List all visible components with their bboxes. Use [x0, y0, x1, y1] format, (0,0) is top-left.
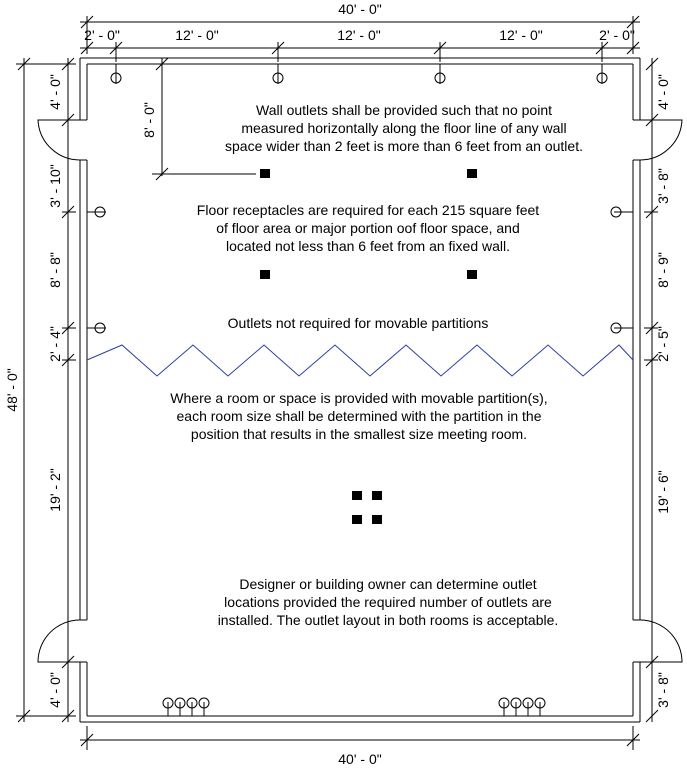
dim-top-seg-4: 12' - 0"	[499, 27, 543, 43]
dim-left-overall: 48' - 0"	[4, 368, 20, 412]
dim-right-seg-6: 3' - 8"	[655, 672, 671, 708]
note-floor-receptacles-line-2: of floor area or major portion oof floor space, and	[216, 220, 520, 236]
note-wall-outlets-line-1: Wall outlets shall be provided such that no point	[256, 102, 552, 118]
floor-receptacle	[260, 270, 270, 279]
dim-left-seg-6: 4' - 0"	[47, 672, 63, 708]
wall-outlet	[611, 207, 633, 217]
note-room-size-line-3: position that results in the smallest size meeting room.	[190, 426, 528, 442]
dim-right-seg-2: 3' - 8"	[655, 168, 671, 204]
note-floor-receptacles-line-1: Floor receptacles are required for each 215 square feet	[196, 202, 540, 218]
notes	[170, 102, 583, 628]
dim-left-seg-5: 19' - 2"	[47, 468, 63, 512]
floor-receptacle	[352, 491, 362, 500]
floor-receptacle	[467, 270, 477, 279]
wall-outlet	[87, 207, 106, 217]
wall-outlet-group	[499, 698, 545, 716]
dim-top-seg-1: 2' - 0"	[84, 27, 120, 43]
dim-left-seg-1: 4' - 0"	[47, 74, 63, 110]
wall-outlet	[87, 323, 106, 333]
wall-outlet	[597, 64, 607, 84]
wall-outlet	[273, 64, 283, 84]
note-wall-outlets-line-3: space wider than 2 feet is more than 6 feet from an outlet.	[225, 138, 583, 154]
dim-bottom-overall: 40' - 0"	[338, 751, 382, 767]
dim-top-seg-2: 12' - 0"	[175, 27, 219, 43]
wall-outlet	[611, 323, 633, 333]
floor-receptacle	[260, 169, 270, 178]
note-designer-line-2: locations provided the required number of outlets are	[224, 594, 552, 610]
dim-top-seg-5: 2' - 0"	[599, 27, 635, 43]
floor-receptacle	[352, 515, 362, 524]
dim-right-seg-3: 8' - 9"	[655, 252, 671, 288]
note-floor-receptacles-line-3: located not less than 6 feet from an fixed wall.	[225, 238, 511, 254]
dim-right-seg-1: 4' - 0"	[655, 74, 671, 110]
dim-right-seg-4: 2' - 5"	[655, 326, 671, 362]
note-room-size-line-1: Where a room or space is provided with movable partition(s),	[170, 390, 548, 406]
dim-left-seg-2: 3' - 10"	[47, 164, 63, 208]
wall-outlet	[435, 64, 445, 84]
note-wall-outlets-line-2: measured horizontally along the floor line of any wall	[241, 120, 567, 136]
movable-partition	[87, 345, 633, 376]
note-room-size-line-2: each room size shall be determined with the partition in the	[176, 408, 542, 424]
note-designer-line-3: installed. The outlet layout in both rooms is acceptable.	[217, 612, 559, 628]
note-movable-partitions: Outlets not required for movable partitions	[227, 315, 489, 331]
dim-left-seg-4: 2' - 4"	[47, 326, 63, 362]
floor-receptacle	[372, 515, 382, 524]
dim-left-seg-3: 8' - 8"	[47, 252, 63, 288]
dim-top-seg-3: 12' - 0"	[337, 27, 381, 43]
dim-inner-vertical: 8' - 0"	[141, 102, 157, 138]
dim-top-overall: 40' - 0"	[338, 1, 382, 17]
wall-outlet	[111, 64, 121, 84]
dim-right-seg-5: 19' - 6"	[655, 470, 671, 514]
floor-receptacle	[372, 491, 382, 500]
wall-outlet-group	[163, 698, 209, 716]
note-designer-line-1: Designer or building owner can determine outlet	[239, 576, 537, 592]
floor-receptacle	[467, 169, 477, 178]
